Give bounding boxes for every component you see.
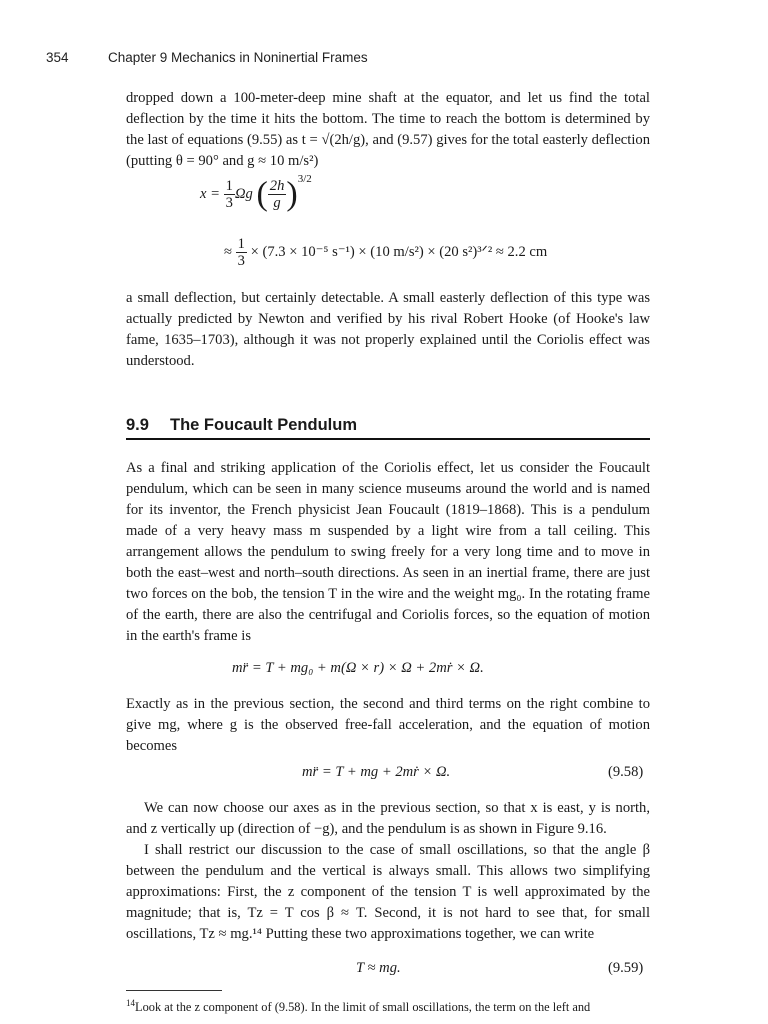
paragraph-combine	[126, 694, 650, 757]
eq-omega-g: Ωg	[234, 185, 253, 202]
paragraph-text: We can now choose our axes as in the previous section, so that x is east, y is north, and z vertically up (direction of −g), and the pendulum is as shown in Figure 9.16.	[126, 800, 650, 837]
eq-text: mr̈ = T + mg₀ + m(Ω × r) × Ω + 2mṙ × Ω.	[232, 660, 484, 676]
footnote	[126, 998, 650, 1015]
page-header	[46, 50, 368, 65]
running-title: Chapter 9 Mechanics in Noninertial Frames	[108, 50, 368, 65]
paragraph-text: I shall restrict our discussion to the case of small oscillations, so that the angle β between the pendulum and the vertical is always small. This allows two simplifying approximations: First, the z component of the tension T is well approximated by the magnitude; that is, Tz = T cos β ≈ T. Second, it is not hard to see that, for small oscillations, Tz ≈ mg.¹⁴ Putting these two approximations together, we can write	[126, 842, 650, 942]
frac-num: 2h	[269, 178, 285, 194]
frac-den: g	[273, 195, 281, 211]
footnote-rule	[126, 990, 222, 991]
eq-text: mr̈ = T + mg + 2mṙ × Ω.	[302, 764, 451, 780]
equation-label: (9.58)	[608, 764, 644, 780]
equation-deflection: x = $\frac{1}{3}$ Ωg ( $\frac{2h}{g}$ )$^{3/2}$	[200, 172, 312, 213]
fraction	[224, 178, 235, 211]
paragraph-small-deflection	[126, 288, 650, 372]
equation-9-59	[356, 960, 401, 977]
approx-sign: ≈	[224, 243, 233, 260]
fraction	[236, 236, 247, 269]
section-number: 9.9	[126, 416, 149, 434]
eq-lhs: x =	[200, 185, 220, 202]
paragraph-text: Exactly as in the previous section, the second and third terms on the right combine to give mg, where g is the observed free-fall acceleration, and the equation of motion becomes	[126, 696, 650, 754]
section-heading	[126, 416, 650, 435]
paragraph-axes	[126, 798, 650, 945]
fraction	[268, 178, 287, 211]
frac-num: 1	[237, 236, 245, 252]
exponent: 3/2	[297, 172, 312, 185]
page-number: 354	[46, 50, 69, 65]
paragraph-mine-shaft	[126, 88, 650, 172]
paragraph-text: a small deflection, but certainly detectable. A small easterly deflection of this type was actually predicted by Newton and verified by his rival Robert Hooke (of Hooke's law fame, 1635–1703), although it was not properly explained until the Coriolis effect was understood.	[126, 290, 650, 369]
frac-num: 1	[225, 178, 233, 194]
frac-den: 3	[237, 253, 245, 269]
eq-text: T ≈ mg.	[356, 960, 401, 976]
paragraph-text: dropped down a 100-meter-deep mine shaft at the equator, and let us find the total deflection by the time it hits the bottom. The time to reach the bottom is determined by the last of equations (9.55) as t = √(2h/g), and (9.57) gives for the total easterly deflection (putting θ = 90° and g ≈ 10 m/s²)	[126, 90, 650, 169]
section-rule	[126, 438, 650, 440]
equation-deflection-numeric	[224, 236, 547, 269]
frac-den: 3	[225, 195, 233, 211]
equation-motion-full	[232, 660, 484, 677]
equation-9-58	[302, 764, 450, 781]
paragraph-text: As a final and striking application of the Coriolis effect, let us consider the Foucault pendulum, which can be seen in many science museums around the world and is named for its inventor, the French physicist Jean Foucault (1819–1868). This is a pendulum made of a very heavy mass m suspended by a light wire from a tall ceiling. This arrangement allows the pendulum to swing freely for a very long time and to move in both the east–west and north–south directions. As seen in an inertial frame, there are just two forces on the bob, the tension T in the wire and the weight mg₀. In the rotating frame of the earth, there are also the centrifugal and Coriolis forces, so the equation of motion in the earth's frame is	[126, 460, 650, 644]
footnote-text: Look at the z component of (9.58). In the limit of small oscillations, the term on the left and	[135, 1000, 591, 1015]
footnote-mark: 14	[126, 998, 135, 1008]
eq-rest: × (7.3 × 10⁻⁵ s⁻¹) × (10 m/s²) × (20 s²)³ᐟ² ≈ 2.2 cm	[250, 243, 548, 260]
section-title: The Foucault Pendulum	[170, 416, 358, 434]
paragraph-foucault-intro	[126, 458, 650, 647]
equation-label: (9.59)	[608, 960, 644, 976]
